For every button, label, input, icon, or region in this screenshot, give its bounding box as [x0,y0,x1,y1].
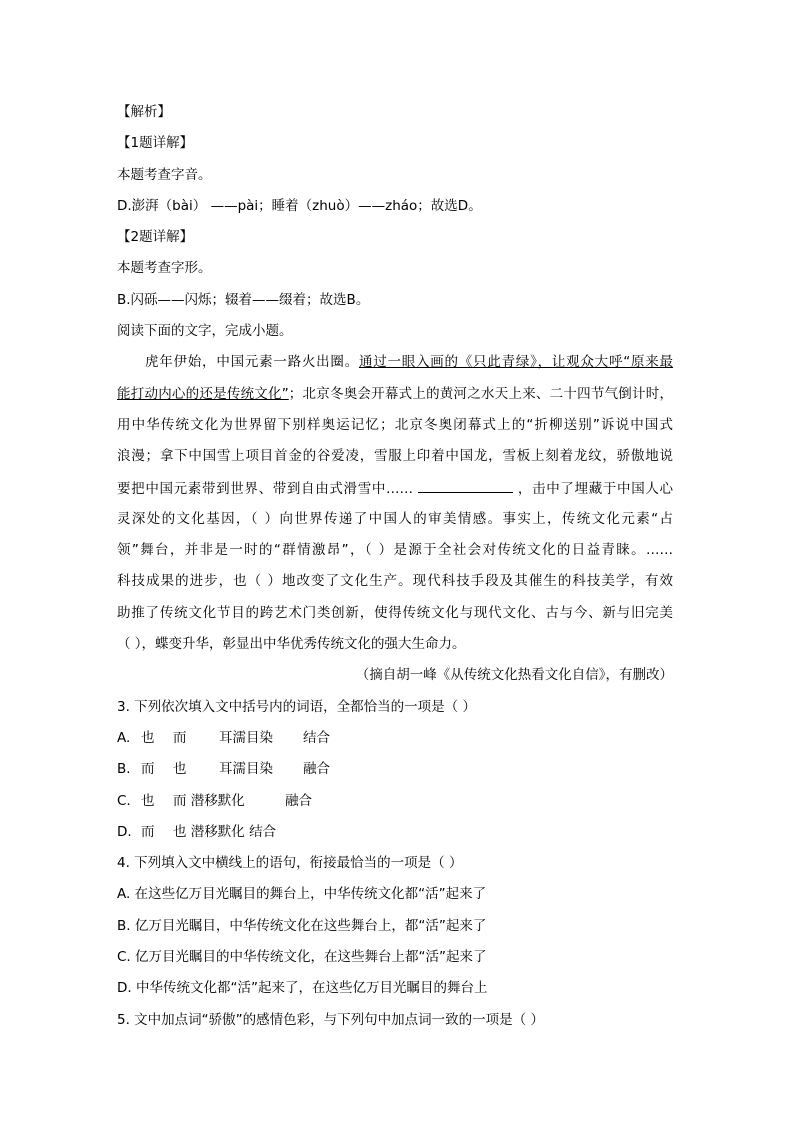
passage-line [117,384,673,415]
analysis-heading: 【解析】 [117,104,171,120]
passage-text: 要把中国元素带到世界、带到自由式滑雪中…… [117,480,414,497]
reading-instruction: 阅读下面的文字，完成小题。 [117,323,293,340]
passage [117,352,673,696]
option-word: 而 [173,729,187,746]
question-3 [117,697,673,853]
option-b: B. 亿万目光瞩目，中华传统文化在这些舞台上，都“活”起来了 [117,917,487,934]
passage-line [117,478,673,509]
q1-topic: 本题考查字音。 [117,166,212,183]
option-word: 而 [141,761,155,778]
option-word: 耳濡目染 [219,761,273,778]
passage-line: 科技成果的进步，也（ ）地改变了文化生产。现代科技手段及其催生的科技美学，有效 [117,573,673,590]
question-stem: 5. 文中加点词“骄傲”的感情色彩，与下列句中加点词一致的一项是（ ） [117,1011,544,1028]
option-c [117,791,673,822]
option-word: 而 潜移默化 [173,792,245,809]
option-word: 而 [141,823,155,840]
option-b [117,759,673,790]
option-word: 也 [141,792,155,809]
option-word: 耳濡目染 [219,729,273,746]
option-word: 也 潜移默化 结合 [173,823,277,840]
option-d: D. 中华传统文化都“活”起来了，在这些亿万目光瞩目的舞台上 [117,980,488,997]
option-d [117,822,673,853]
question-stem: 3. 下列依次填入文中括号内的词语，全都恰当的一项是（ ） [117,698,476,715]
underlined-sentence: 通过一眼入画的《只此青绿》，让观众大呼“原来最 [358,354,673,371]
passage-text: ；北京冬奥会开幕式上的黄河之水天上来、二十四节气倒计时， [288,385,673,402]
option-a [117,728,673,759]
q2-topic: 本题考查字形。 [117,260,212,277]
question-5 [117,1010,673,1041]
option-c: C. 亿万目光瞩目的中华传统文化，在这些舞台上都“活”起来了 [117,949,487,966]
q1-answer: D.澎湃（bài） ——pài；睡着（zhuò）——zháo；故选D。 [117,197,482,214]
fill-in-blank [418,478,513,493]
passage-text: ，击中了埋藏于中国人心 [517,480,674,497]
option-label: A. [117,729,131,746]
document-page [117,102,673,1041]
question-4 [117,853,673,1009]
passage-line: 浪漫；拿下中国雪上项目首金的谷爱凌，雪服上印着中国龙，雪板上刻着龙纹，骄傲地说 [117,448,673,465]
passage-text: 虎年伊始，中国元素一路火出圈。 [145,354,359,371]
q2-answer: B.闪砾——闪烁；辍着——缀着；故选B。 [117,291,370,308]
option-word: 融合 [285,792,312,809]
option-a: A. 在这些亿万目光瞩目的舞台上，中华传统文化都“活”起来了 [117,886,487,903]
option-word: 结合 [303,729,330,746]
passage-line: （ ），蝶变升华，彰显出中华优秀传统文化的强大生命力。 [117,636,466,653]
passage-line [117,352,673,383]
q2-heading: 【2题详解】 [117,229,194,246]
passage-line: 灵深处的文化基因，（ ）向世界传递了中国人的审美情感。事实上，传统文化元素“占 [117,510,673,527]
option-label: D. [117,823,132,840]
option-word: 融合 [303,761,330,778]
option-word: 也 [173,761,187,778]
question-stem: 4. 下列填入文中横线上的语句，衔接最恰当的一项是（ ） [117,855,463,872]
option-word: 也 [141,729,155,746]
option-label: C. [117,792,131,809]
passage-source: （摘自胡一峰《从传统文化热看文化自信》，有删改） [355,667,673,684]
passage-line: 助推了传统文化节目的跨艺术门类创新，使得传统文化与现代文化、古与今、新与旧完美 [117,604,673,621]
option-label: B. [117,761,131,778]
underlined-sentence: 能打动内心的还是传统文化” [117,385,289,402]
passage-line: 用中华传统文化为世界留下别样奥运记忆；北京冬奥闭幕式上的“折柳送别”诉说中国式 [117,416,673,433]
q1-heading: 【1题详解】 [117,135,194,152]
passage-line: 领”舞台，并非是一时的“群情激昂”，（ ）是源于全社会对传统文化的日益青睐。…… [117,542,673,559]
